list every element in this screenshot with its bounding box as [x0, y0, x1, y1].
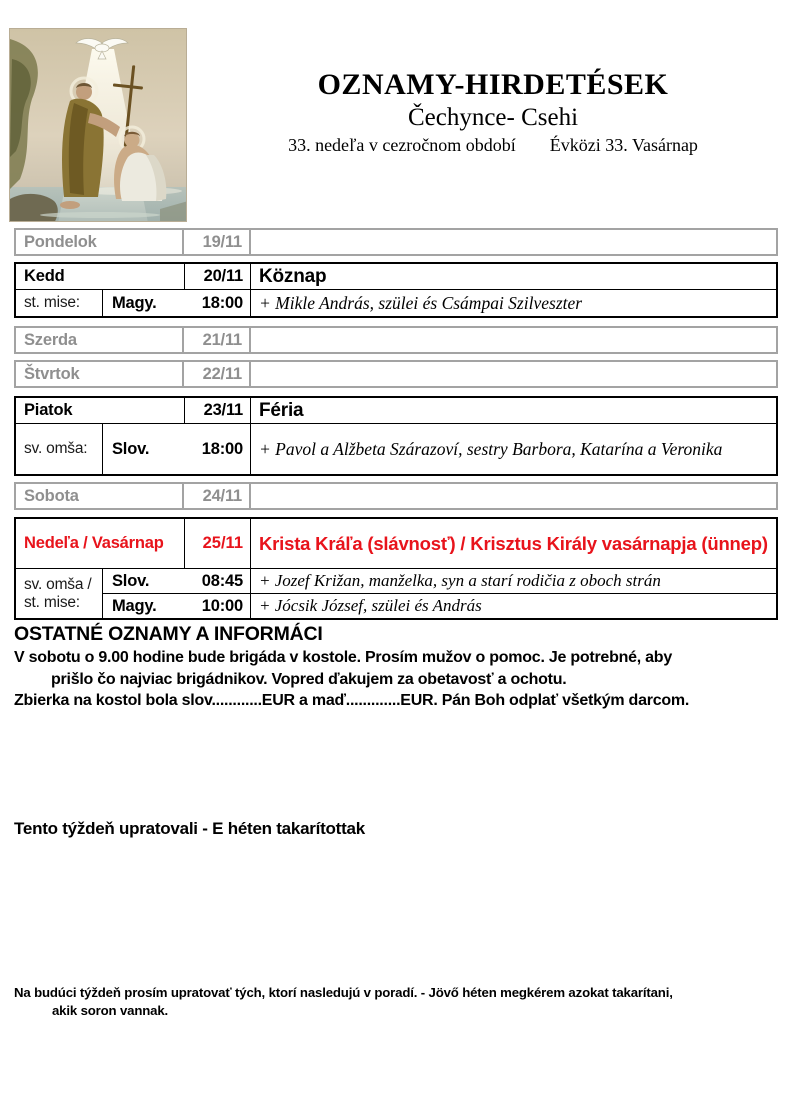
week-label-hungarian: Évközi 33. Vasárnap: [549, 135, 698, 155]
empty-cell: [251, 230, 776, 254]
cleaning-next-week-line: akik soron vannak.: [52, 1002, 169, 1018]
schedule-row-wednesday: [14, 326, 778, 354]
announcement-line: V sobotu o 9.00 hodine bude brigáda v kostole. Prosím mužov o pomoc. Je potrebné, aby: [14, 649, 672, 666]
cleaning-this-week: Tento týždeň upratovali - E héten takarítottak: [14, 819, 365, 838]
schedule-block-sunday: [14, 517, 778, 620]
mass-time: 08:45: [201, 571, 243, 590]
feast-title: Krista Kráľa (slávnosť) / Krisztus Király vasárnapja (ünnep): [259, 533, 768, 554]
day-date: 24/11: [184, 484, 251, 508]
mass-intention: + Mikle András, szülei és Csámpai Szilveszter: [259, 293, 583, 313]
mass-label: sv. omša:: [16, 424, 103, 474]
mass-intention: + Jozef Križan, manželka, syn a starí rodičia z oboch strán: [259, 571, 661, 590]
schedule-row-saturday: [14, 482, 778, 510]
feast-title: Köznap: [259, 265, 327, 287]
day-date: 19/11: [184, 230, 251, 254]
day-name: Nedeľa / Vasárnap: [24, 534, 164, 552]
baptism-scene-graphic: [10, 29, 187, 222]
cleaning-next-week-line: Na budúci týždeň prosím upratovať tých, ktorí nasledujú v poradí. - Jövő héten megkérem azokat takarítani,: [14, 985, 673, 1000]
mass-time: 10:00: [201, 596, 243, 615]
mass-language-time: [103, 569, 251, 593]
day-date: 20/11: [184, 264, 251, 289]
schedule-block-tuesday: [14, 262, 778, 318]
day-name: Sobota: [16, 484, 184, 508]
mass-time: 18:00: [201, 439, 243, 458]
day-name: Štvrtok: [16, 362, 184, 386]
announcements-heading: OSTATNÉ OZNAMY A INFORMÁCI: [14, 623, 323, 645]
day-date: 23/11: [184, 398, 251, 423]
mass-language-time: [103, 290, 251, 316]
liturgical-week-line: [206, 133, 780, 158]
mass-language: Slov.: [112, 439, 150, 458]
cleaning-next-week: [14, 984, 784, 1019]
day-date: 25/11: [184, 519, 251, 568]
bulletin-header: [206, 68, 780, 158]
mass-language-time: [103, 593, 251, 618]
day-name: Szerda: [16, 328, 184, 352]
empty-cell: [251, 362, 776, 386]
parish-name: Čechynce- Csehi: [407, 104, 579, 131]
mass-language: Slov.: [112, 571, 150, 590]
schedule-row-monday: [14, 228, 778, 256]
mass-language: Magy.: [112, 293, 157, 312]
day-date: 22/11: [184, 362, 251, 386]
announcements-section: [14, 622, 780, 712]
day-name: Piatok: [24, 401, 73, 419]
announcement-line: prišlo čo najviac brigádnikov. Vopred ďakujem za obetavosť a ochotu.: [51, 670, 567, 688]
weekly-schedule: [14, 228, 778, 620]
page-title: OZNAMY-HIRDETÉSEK: [317, 68, 669, 101]
mass-time: 18:00: [201, 293, 243, 312]
feast-title: Féria: [259, 399, 304, 421]
day-name: Pondelok: [16, 230, 184, 254]
mass-label: st. mise:: [16, 290, 103, 316]
baptism-of-jesus-image: [9, 28, 187, 222]
mass-language: Magy.: [112, 596, 157, 615]
schedule-row-thursday: [14, 360, 778, 388]
schedule-block-friday: [14, 396, 778, 476]
mass-language-time: [103, 424, 251, 474]
mass-intention: + Pavol a Alžbeta Szárazoví, sestry Barbora, Katarína a Veronika: [259, 439, 723, 459]
week-label-slovak: 33. nedeľa v cezročnom období: [288, 135, 516, 155]
announcement-line: Zbierka na kostol bola slov............EUR a maď.............EUR. Pán Boh odplať všetkým darcom.: [14, 692, 690, 709]
mass-intention: + Jócsik József, szülei és András: [251, 593, 776, 618]
empty-cell: [251, 484, 776, 508]
mass-label: sv. omša / st. mise:: [16, 569, 103, 618]
empty-cell: [251, 328, 776, 352]
day-date: 21/11: [184, 328, 251, 352]
day-name: Kedd: [24, 267, 65, 285]
